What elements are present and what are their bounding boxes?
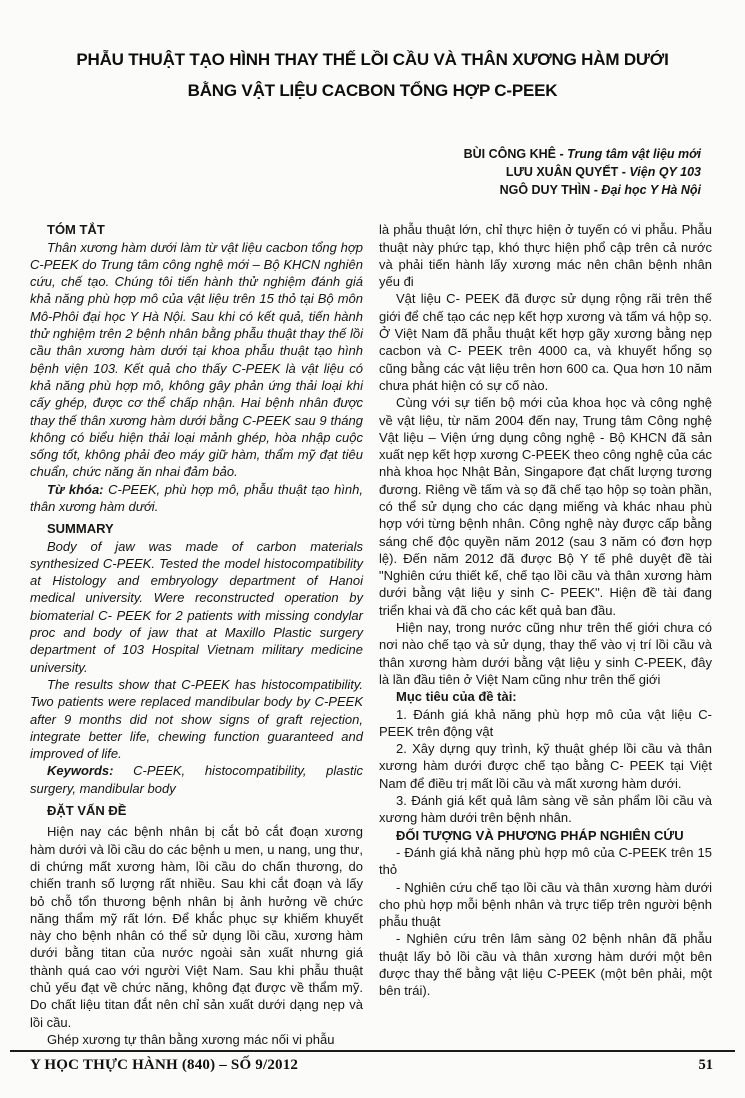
keywords-en-text: C-PEEK, histocompatibility, plastic surgery, mandibular body	[30, 763, 363, 796]
section-heading-tomtat: TÓM TẮT	[47, 222, 105, 238]
author-separator: -	[618, 165, 630, 179]
right-paragraph-2: Vật liệu C- PEEK đã được sử dụng rộng rãi trên thế giới để chế tạo các nẹp kết hợp xương và tấm vá hộp sọ. Ở Việt Nam đã phẫu thuật kết hợp gãy xương bằng nẹp cacbon và C- PEEK trên 4000 ca, và khuyết hổng sọ cũng bằng các vật liệu trên hơn 600 ca. Qua hơn 10 năm chưa phát hiện có sự cố nào.	[379, 291, 712, 393]
author-affiliation: Đại học Y Hà Nội	[601, 183, 701, 198]
section-heading-datvande: ĐẶT VẤN ĐỀ	[47, 803, 127, 819]
right-paragraph-4: Hiện nay, trong nước cũng như trên thế giới chưa có nơi nào chế tạo và sử dụng, thay thế vào vị trí lồi cầu và thân xương hàm dưới bằng vật liệu y sinh C-PEEK, đây là lần đầu tiên ở Việt Nam cũng như trên thế giới	[379, 620, 712, 687]
author-affiliation: Trung tâm vật liệu mới	[567, 146, 701, 161]
author-name: BÙI CÔNG KHÊ	[463, 146, 556, 161]
method-item-3: - Nghiên cứu trên lâm sàng 02 bệnh nhân đã phẫu thuật lấy bỏ lồi cầu và thân xương hàm dưới một bên được thay thế bằng vật liệu C-PEEK (một bên phải, một bên trái).	[379, 931, 712, 999]
keywords-vi-paragraph	[30, 481, 363, 516]
column-left	[30, 221, 363, 1048]
keywords-vi-text: C-PEEK, phù hợp mô, phẫu thuật tạo hình, thân xương hàm dưới.	[30, 481, 363, 514]
footer-page-number: 51	[698, 1057, 713, 1073]
keywords-vi-label: Từ khóa:	[47, 481, 104, 497]
authors-block	[0, 145, 701, 199]
author-separator: -	[590, 183, 602, 198]
author-line	[0, 163, 701, 181]
page-footer	[10, 1050, 735, 1074]
intro-paragraph-2: Ghép xương tự thân bằng xương mác nối vi phẫu	[47, 1031, 335, 1047]
author-affiliation: Viện QY 103	[629, 165, 701, 179]
section-heading-summary: SUMMARY	[47, 521, 114, 537]
author-line	[0, 145, 701, 163]
section-heading-doituong: ĐỐI TƯỢNG VÀ PHƯƠNG PHÁP NGHIÊN CỨU	[396, 827, 684, 843]
article-title-line-2: BẰNG VẬT LIỆU CACBON TỔNG HỢP C-PEEK	[187, 81, 558, 101]
method-item-2: - Nghiên cứu chế tạo lồi cầu và thân xương hàm dưới cho phù hợp mỗi bệnh nhân và trực tiếp trên người bệnh phẫu thuật	[379, 879, 712, 930]
objective-item-1: 1. Đánh giá khả năng phù hợp mô của vật liệu C-PEEK trên động vật	[379, 706, 712, 739]
intro-paragraph-1: Hiện nay các bệnh nhân bị cắt bỏ cắt đoạn xương hàm dưới và lồi cầu do các bệnh u men, u nang, ung thư, di chứng mất xương hàm, lồi cầu do chấn thương, do chiến tranh số lượng rất nhiều. Sau khi cắt đoạn và lấy bỏ chỗ tổn thương bệnh nhân bị ảnh hưởng về chức năng thẩm mỹ rất lớn. Để khắc phục sự khiếm khuyết này cho bệnh nhân có thể sử dụng lồi cầu, xương hàm dưới bằng titan của nước ngoài sản xuất nhưng giá thành quá cao với người Việt Nam. Sau khi phẫu thuật chủ yếu đạt về chức năng, không đạt được về thẩm mỹ. Do chất liệu titan đắt nên chỉ sản xuất dưới dạng nẹp và lồi cầu.	[30, 824, 363, 1030]
right-paragraph-1: là phẫu thuật lớn, chỉ thực hiện ở tuyến có vi phẫu. Phẫu thuật này phức tạp, khó thực hiện phổ cập trên cả nước và phải tiến hành lấy xương mác nên chân bệnh nhân yếu đi	[379, 222, 712, 290]
objective-item-2: 2. Xây dựng quy trình, kỹ thuật ghép lồi cầu và thân xương hàm dưới được chế tạo bằng C- PEEK tại Việt Nam để điều trị mất lồi cầu và mất xương hàm dưới.	[379, 741, 712, 791]
keywords-en-paragraph	[30, 762, 363, 797]
method-item-1: - Đánh giá khả năng phù hợp mô của C-PEEK trên 15 thỏ	[379, 844, 712, 878]
right-paragraph-3: Cùng với sự tiến bộ mới của khoa học và công nghệ về vật liệu, từ năm 2004 đến nay, Trung tâm Công nghệ Vật liệu – Viện ứng dụng công nghệ - Bộ KHCN đã sản xuất nẹp kết hợp xương C-PEEK theo công nghệ của các nhà khoa học Nhật Bản, Singapore đạt chất lượng tương đương. Riêng về tấm và sọ đã chế tạo hộp sọ toàn phần, có thể sử dụng cho các dạng miếng và khác nhau phù hợp với từng bệnh nhân. Công nghệ này được cấp bằng sáng chế độc quyền năm 2012 (sau 3 năm có đơn hợp lệ). Đến năm 2012 đã được Bộ Y tế phê duyệt đề tài "Nghiên cứu thiết kế, chế tạo lồi cầu và thân xương hàm dưới bằng vật liệu y sinh C- PEEK". Hiện đề tài đang triển khai và đã cho các kết quả ban đầu.	[379, 395, 712, 618]
footer-journal-title: Y HỌC THỰC HÀNH (840) – SỐ 9/2012	[30, 1057, 299, 1073]
keywords-en-label: Keywords:	[47, 763, 114, 779]
summary-paragraph-1: Body of jaw was made of carbon materials synthesized C-PEEK. Tested the model histocompatibility at Histology and embryology department of Hanoi medical university. Were reconstructed operation by biomaterial C- PEEK for 2 patients with missing condylar proc and body of jaw that at Maxillo Plastic surgery department of 103 Hospital Vietnam military medicine university.	[30, 538, 363, 675]
abstract-paragraph: Thân xương hàm dưới làm từ vật liệu cacbon tổng hợp C-PEEK do Trung tâm công nghệ mới – Bộ KHCN nghiên cứu, chế tạo. Chúng tôi tiến hành thử nghiệm đánh giá khả năng phù hợp mô của vật liệu trên 15 thỏ tại Bộ môn Mô-Phôi đại học Y Hà Nội. Sau khi có kết quả, tiến hành thử nghiệm trên 2 bệnh nhân bằng phẫu thuật thay thế lồi cầu thân xương hàm dưới tại khoa phẫu thuật tạo hình bệnh viện 103. Kết quả cho thấy C-PEEK là vật liệu có khả năng phù hợp mô, không gây phản ứng thải loại khi cấy ghép, được cơ thể chấp nhận. Hai bệnh nhân được thay thế thân xương hàm dưới bằng C-PEEK sau 9 tháng không có biểu hiện thải loại mảnh ghép, hòa nhập cuộc sống tốt, không phải đeo máy giữ hàm, thẩm mỹ đạt tiêu chuẩn, chức năng ăn nhai đảm bảo.	[30, 239, 363, 480]
column-right	[379, 221, 712, 1048]
objective-item-3: 3. Đánh giá kết quả lâm sàng về sản phẩm lồi cầu và xương hàm dưới trên bệnh nhân.	[379, 793, 712, 826]
section-heading-muctieu: Mục tiêu của đề tài:	[396, 689, 517, 705]
body-columns	[0, 221, 745, 1048]
author-separator: -	[556, 146, 568, 161]
article-title-line-1: PHẪU THUẬT TẠO HÌNH THAY THẾ LỒI CẦU VÀ THÂN XƯƠNG HÀM DƯỚI	[76, 50, 669, 69]
author-line	[0, 181, 701, 199]
summary-paragraph-2: The results show that C-PEEK has histocompatibility. Two patients were replaced mandibular body by C-PEEK after 9 months did not show signs of graft rejection, integrate better life, chewing function guaranteed and improved of life.	[30, 676, 363, 762]
article-title	[0, 44, 745, 107]
author-name: LƯU XUÂN QUYẾT	[505, 165, 619, 179]
author-name: NGÔ DUY THÌN	[499, 183, 591, 198]
